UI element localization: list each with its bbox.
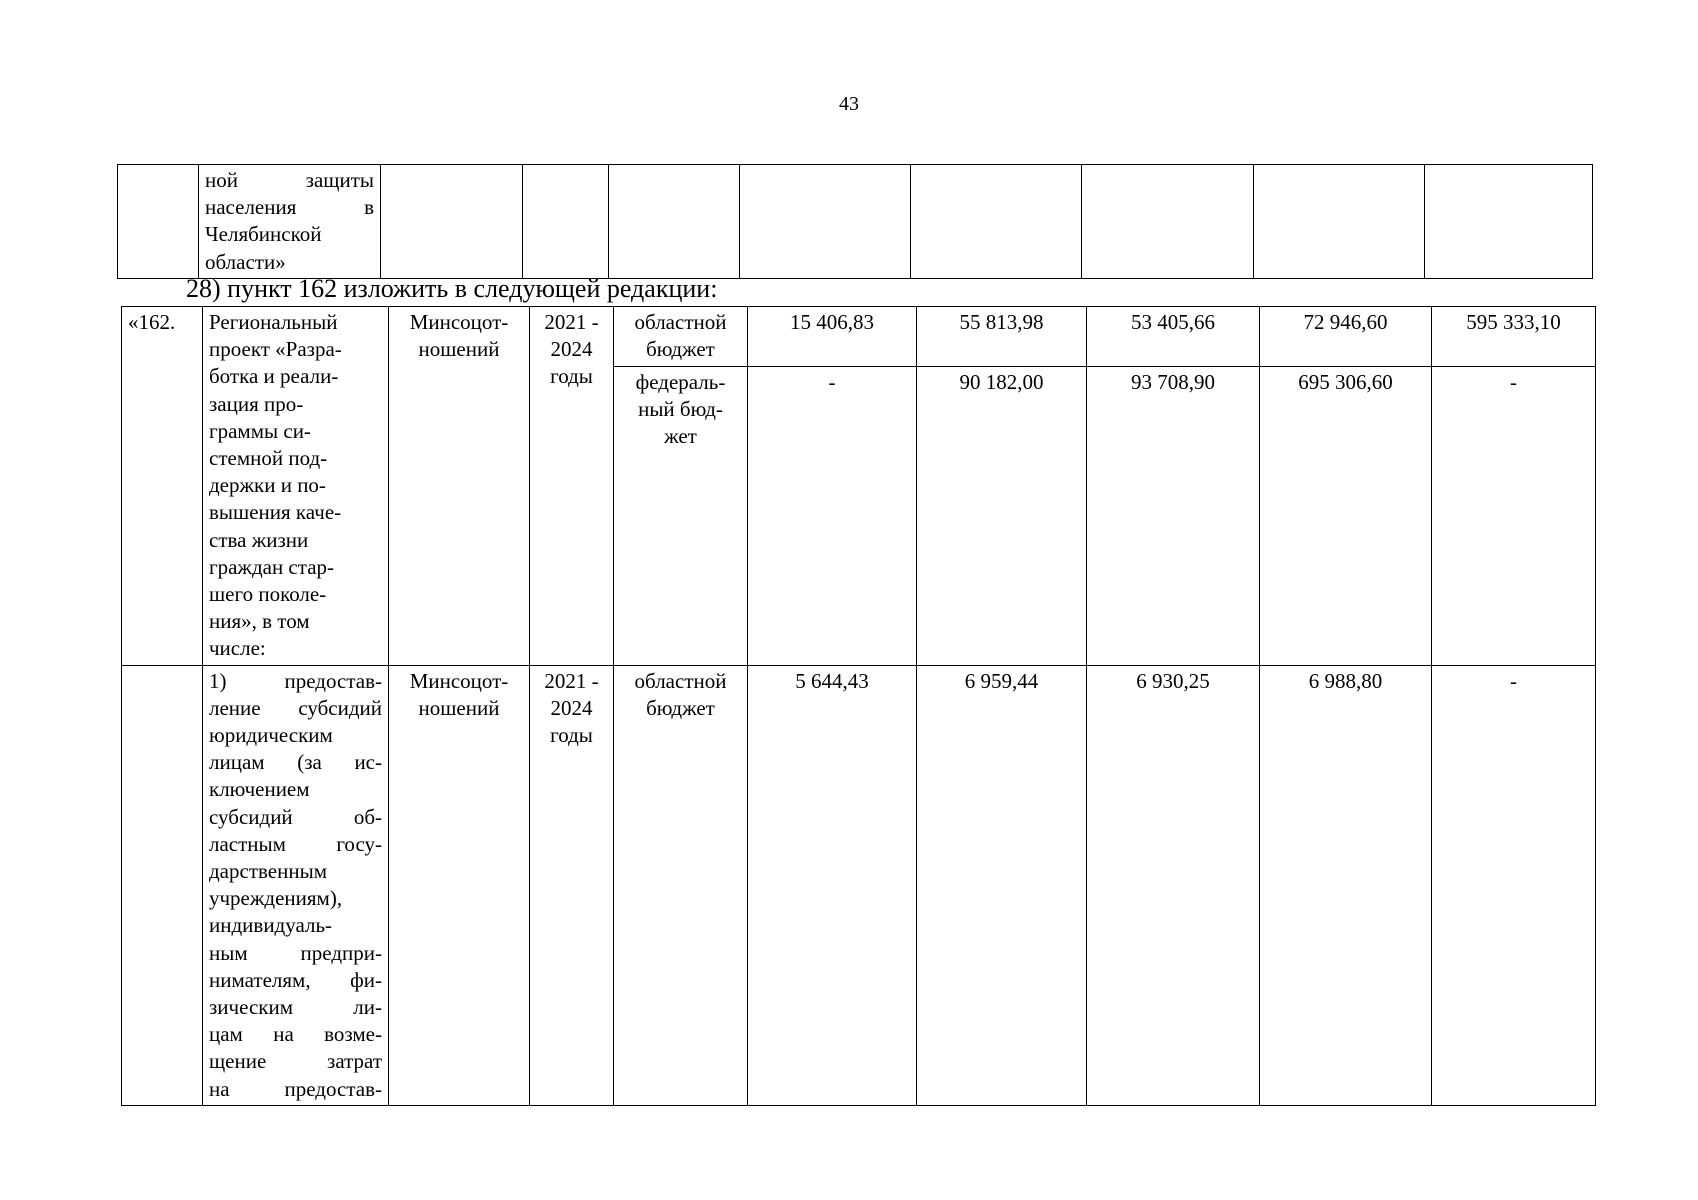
- name-line: ключением: [209, 777, 310, 802]
- name-line: граммы си-: [209, 418, 311, 443]
- cell-value: 93 708,90: [1087, 366, 1260, 665]
- name-line: дарственным: [209, 859, 327, 884]
- name-line: держки и по-: [209, 473, 326, 498]
- name-line: числе:: [209, 636, 266, 661]
- name-line: субсидий об-: [209, 804, 382, 829]
- continuation-table: [117, 164, 1593, 279]
- source-line: областной: [634, 310, 727, 334]
- name-line: ботка и реали-: [209, 364, 339, 389]
- name-line: ной защиты: [205, 168, 374, 192]
- cell-source: [614, 366, 748, 665]
- name-line: нимателям, фи-: [209, 967, 382, 992]
- cell-executor: [389, 307, 530, 666]
- name-line: ластным госу-: [209, 831, 382, 856]
- cell-value: 90 182,00: [917, 366, 1087, 665]
- page-number: 43: [839, 93, 859, 115]
- cell-value: 6 959,44: [917, 665, 1087, 1105]
- cell-value: 55 813,98: [917, 307, 1087, 367]
- name-line: ным предпри-: [209, 940, 382, 965]
- cell-executor: [381, 165, 523, 279]
- cell-value: 6 930,25: [1087, 665, 1260, 1105]
- source-line: областной: [634, 668, 727, 693]
- cell-value: 595 333,10: [1432, 307, 1596, 367]
- cell-value: -: [1432, 665, 1596, 1105]
- period-line: 2024: [550, 337, 593, 362]
- source-line: бюджет: [646, 695, 715, 720]
- executor-line: ношений: [418, 337, 500, 362]
- name-line: населения в: [205, 195, 374, 220]
- cell-value: [1425, 165, 1593, 279]
- name-line: зация про-: [209, 391, 304, 416]
- cell-value: [740, 165, 911, 279]
- name-line: лицам (за ис-: [209, 750, 382, 775]
- name-line: ление субсидий: [209, 695, 382, 720]
- row-number: «162.: [128, 310, 176, 334]
- source-line: ный бюд-: [638, 396, 723, 421]
- cell-number: [118, 165, 199, 279]
- name-line: шего поколе-: [209, 582, 327, 607]
- program-table: [121, 306, 1596, 1106]
- name-line: зическим ли-: [209, 995, 382, 1020]
- cell-value: -: [748, 366, 917, 665]
- cell-value: 5 644,43: [748, 665, 917, 1105]
- cell-period: [523, 165, 609, 279]
- name-line: цам на возме-: [209, 1022, 382, 1047]
- name-line: граждан стар-: [209, 554, 335, 579]
- cell-value: 15 406,83: [748, 307, 917, 367]
- period-line: 2024: [550, 695, 593, 720]
- table-row: [118, 165, 1593, 279]
- name-line: Региональный: [209, 310, 338, 334]
- name-line: индивидуаль-: [209, 913, 333, 938]
- source-line: бюджет: [646, 337, 715, 362]
- period-line: 2021 -: [544, 310, 599, 334]
- cell-value: 695 306,60: [1260, 366, 1432, 665]
- cell-number: [122, 307, 203, 666]
- cell-executor: [389, 665, 530, 1105]
- name-line: учреждениям),: [209, 886, 343, 911]
- cell-period: [530, 307, 614, 666]
- executor-line: Минсоцот-: [409, 310, 509, 334]
- cell-value: 53 405,66: [1087, 307, 1260, 367]
- cell-value: 72 946,60: [1260, 307, 1432, 367]
- executor-line: Минсоцот-: [409, 668, 509, 693]
- name-line: щение затрат: [209, 1049, 382, 1074]
- name-line: юридическим: [209, 723, 333, 748]
- table-row: [122, 307, 1596, 367]
- cell-period: [530, 665, 614, 1105]
- name-line: ния», в том: [209, 609, 310, 634]
- source-line: федераль-: [635, 369, 726, 394]
- name-line: проект «Разра-: [209, 337, 342, 362]
- table-row: [122, 665, 1596, 1105]
- cell-value: [1254, 165, 1425, 279]
- name-line: области»: [205, 249, 286, 274]
- name-line: на предостав-: [209, 1076, 382, 1101]
- name-line: вышения каче-: [209, 500, 342, 525]
- name-line: Челябинской: [205, 222, 322, 247]
- name-line: 1) предостав-: [209, 668, 382, 693]
- period-line: 2021 -: [544, 668, 599, 693]
- period-line: годы: [550, 364, 593, 389]
- cell-value: [911, 165, 1082, 279]
- name-line: стемной под-: [209, 446, 328, 471]
- cell-name: [203, 665, 389, 1105]
- cell-source: [614, 307, 748, 367]
- cell-value: 6 988,80: [1260, 665, 1432, 1105]
- cell-name: [199, 165, 381, 279]
- source-line: жет: [664, 424, 697, 449]
- cell-value: [1082, 165, 1254, 279]
- cell-number: [122, 665, 203, 1105]
- amendment-text: 28) пункт 162 изложить в следующей редакции:: [186, 274, 718, 303]
- cell-source: [614, 665, 748, 1105]
- cell-name: [203, 307, 389, 666]
- executor-line: ношений: [418, 695, 500, 720]
- name-line: ства жизни: [209, 527, 309, 552]
- cell-value: -: [1432, 366, 1596, 665]
- cell-source: [609, 165, 740, 279]
- period-line: годы: [550, 723, 593, 748]
